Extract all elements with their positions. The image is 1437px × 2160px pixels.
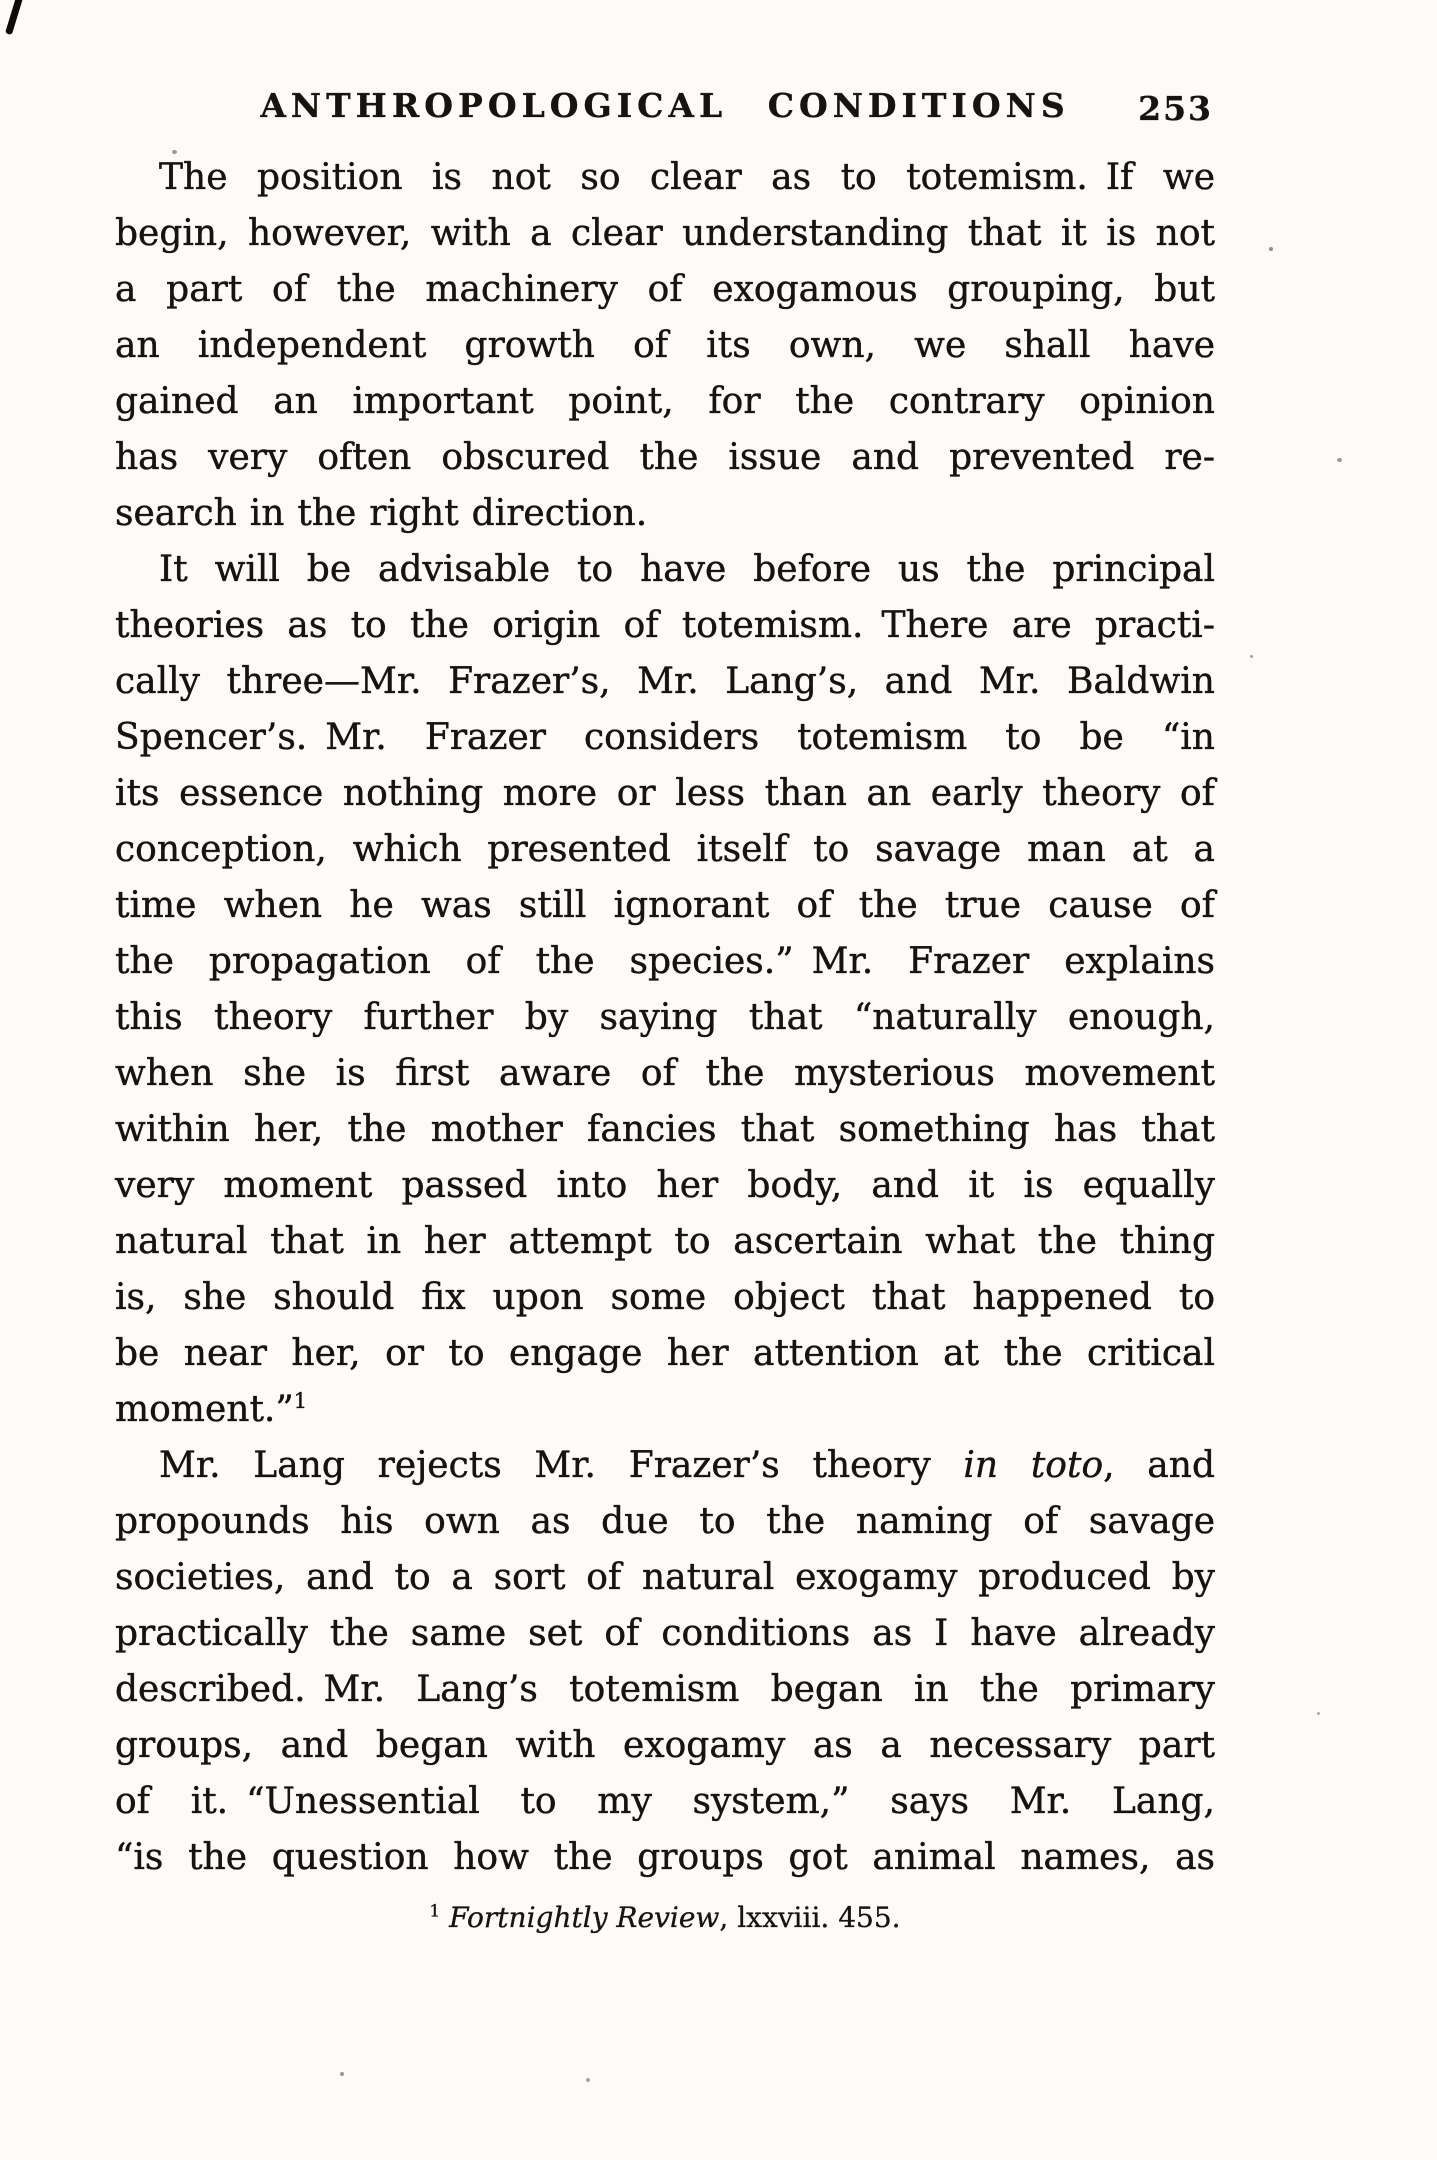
body-line bbox=[115, 934, 1215, 990]
body-line bbox=[115, 318, 1215, 374]
body-line bbox=[115, 1438, 1215, 1494]
text-run: cally three—Mr. Frazer’s, Mr. Lang’s, and Mr. Baldwin bbox=[115, 661, 1215, 702]
text-run: has very often obscured the issue and prevented re- bbox=[115, 437, 1215, 478]
body-line bbox=[115, 486, 1215, 542]
body-line bbox=[115, 1158, 1215, 1214]
body-line bbox=[115, 262, 1215, 318]
text-run: a part of the machinery of exogamous grouping, but bbox=[115, 269, 1215, 310]
text-run: groups, and began with exogamy as a necessary part bbox=[115, 1725, 1215, 1766]
footnote bbox=[115, 1898, 1215, 1938]
text-run: gained an important point, for the contrary opinion bbox=[115, 381, 1215, 422]
body-line bbox=[115, 766, 1215, 822]
body-line bbox=[115, 878, 1215, 934]
text-run: time when he was still ignorant of the true cause of bbox=[115, 885, 1215, 926]
text-run: an independent growth of its own, we shall have bbox=[115, 325, 1215, 366]
body-line bbox=[115, 1606, 1215, 1662]
page-number: 253 bbox=[1138, 89, 1213, 128]
text-run: described. Mr. Lang’s totemism began in the primary bbox=[115, 1669, 1215, 1710]
text-run bbox=[440, 1901, 449, 1934]
footnote-marker: 1 bbox=[429, 1901, 441, 1922]
text-run: is, she should fix upon some object that happened to bbox=[115, 1277, 1215, 1318]
body-line bbox=[115, 374, 1215, 430]
text-run: , lxxviii. 455. bbox=[719, 1901, 901, 1934]
body-line bbox=[115, 542, 1215, 598]
body-line bbox=[115, 1494, 1215, 1550]
text-run: of it. “Unessential to my system,” says Mr. Lang, bbox=[115, 1781, 1215, 1822]
body-line bbox=[115, 710, 1215, 766]
body-line bbox=[115, 598, 1215, 654]
body-line bbox=[115, 1718, 1215, 1774]
text-run: moment.” bbox=[115, 1389, 294, 1430]
running-header bbox=[115, 86, 1215, 132]
ink-speck bbox=[340, 2072, 344, 2076]
body-line bbox=[115, 1662, 1215, 1718]
ink-stroke-corner bbox=[5, 0, 24, 35]
body-line bbox=[115, 1774, 1215, 1830]
text-run: this theory further by saying that “naturally enough, bbox=[115, 997, 1215, 1038]
text-run: when she is first aware of the mysterious movement bbox=[115, 1053, 1215, 1094]
text-run: conception, which presented itself to savage man at a bbox=[115, 829, 1215, 870]
body-line bbox=[115, 1270, 1215, 1326]
footnote-marker: 1 bbox=[293, 1389, 308, 1413]
body-line bbox=[115, 206, 1215, 262]
body-line bbox=[115, 1046, 1215, 1102]
text-run: The position is not so clear as to totemism. If we bbox=[159, 157, 1215, 198]
text-run: Fortnightly Review bbox=[449, 1901, 720, 1934]
text-run: search in the right direction. bbox=[115, 493, 648, 534]
text-run: It will be advisable to have before us the principal bbox=[159, 549, 1215, 590]
body-line bbox=[115, 1214, 1215, 1270]
body-line bbox=[115, 1326, 1215, 1382]
body-line bbox=[115, 1830, 1215, 1886]
ink-speck bbox=[586, 2078, 590, 2082]
text-run: practically the same set of conditions as I have already bbox=[115, 1613, 1215, 1654]
text-run: within her, the mother fancies that something has that bbox=[115, 1109, 1215, 1150]
text-run: natural that in her attempt to ascertain what the thing bbox=[115, 1221, 1215, 1262]
text-run: Spencer’s. Mr. Frazer considers totemism to be “in bbox=[115, 717, 1215, 758]
ink-speck bbox=[1337, 458, 1342, 462]
text-run: the propagation of the species.” Mr. Frazer explains bbox=[115, 941, 1215, 982]
text-run: theories as to the origin of totemism. There are practi- bbox=[115, 605, 1215, 646]
text-run: societies, and to a sort of natural exogamy produced by bbox=[115, 1557, 1215, 1598]
body-line bbox=[115, 150, 1215, 206]
body-line bbox=[115, 1550, 1215, 1606]
text-run: be near her, or to engage her attention at the critical bbox=[115, 1333, 1215, 1374]
body-line bbox=[115, 1102, 1215, 1158]
body-text bbox=[115, 150, 1215, 1886]
text-run: very moment passed into her body, and it is equally bbox=[115, 1165, 1215, 1206]
body-line bbox=[115, 990, 1215, 1046]
body-line bbox=[115, 654, 1215, 710]
body-line bbox=[115, 430, 1215, 486]
text-run: “is the question how the groups got animal names, as bbox=[115, 1837, 1215, 1878]
text-run: its essence nothing more or less than an early theory of bbox=[115, 773, 1215, 814]
page-title: ANTHROPOLOGICAL CONDITIONS bbox=[260, 86, 1070, 125]
ink-speck bbox=[1269, 247, 1273, 251]
ink-speck bbox=[1250, 655, 1253, 658]
text-run: in toto bbox=[963, 1445, 1104, 1486]
text-run: begin, however, with a clear understanding that it is not bbox=[115, 213, 1215, 254]
body-line bbox=[115, 822, 1215, 878]
text-run: Mr. Lang rejects Mr. Frazer’s theory bbox=[159, 1445, 964, 1486]
body-line bbox=[115, 1382, 1215, 1438]
text-run: , and bbox=[1103, 1445, 1215, 1486]
ink-speck bbox=[1317, 1712, 1320, 1715]
text-run: propounds his own as due to the naming of savage bbox=[115, 1501, 1215, 1542]
